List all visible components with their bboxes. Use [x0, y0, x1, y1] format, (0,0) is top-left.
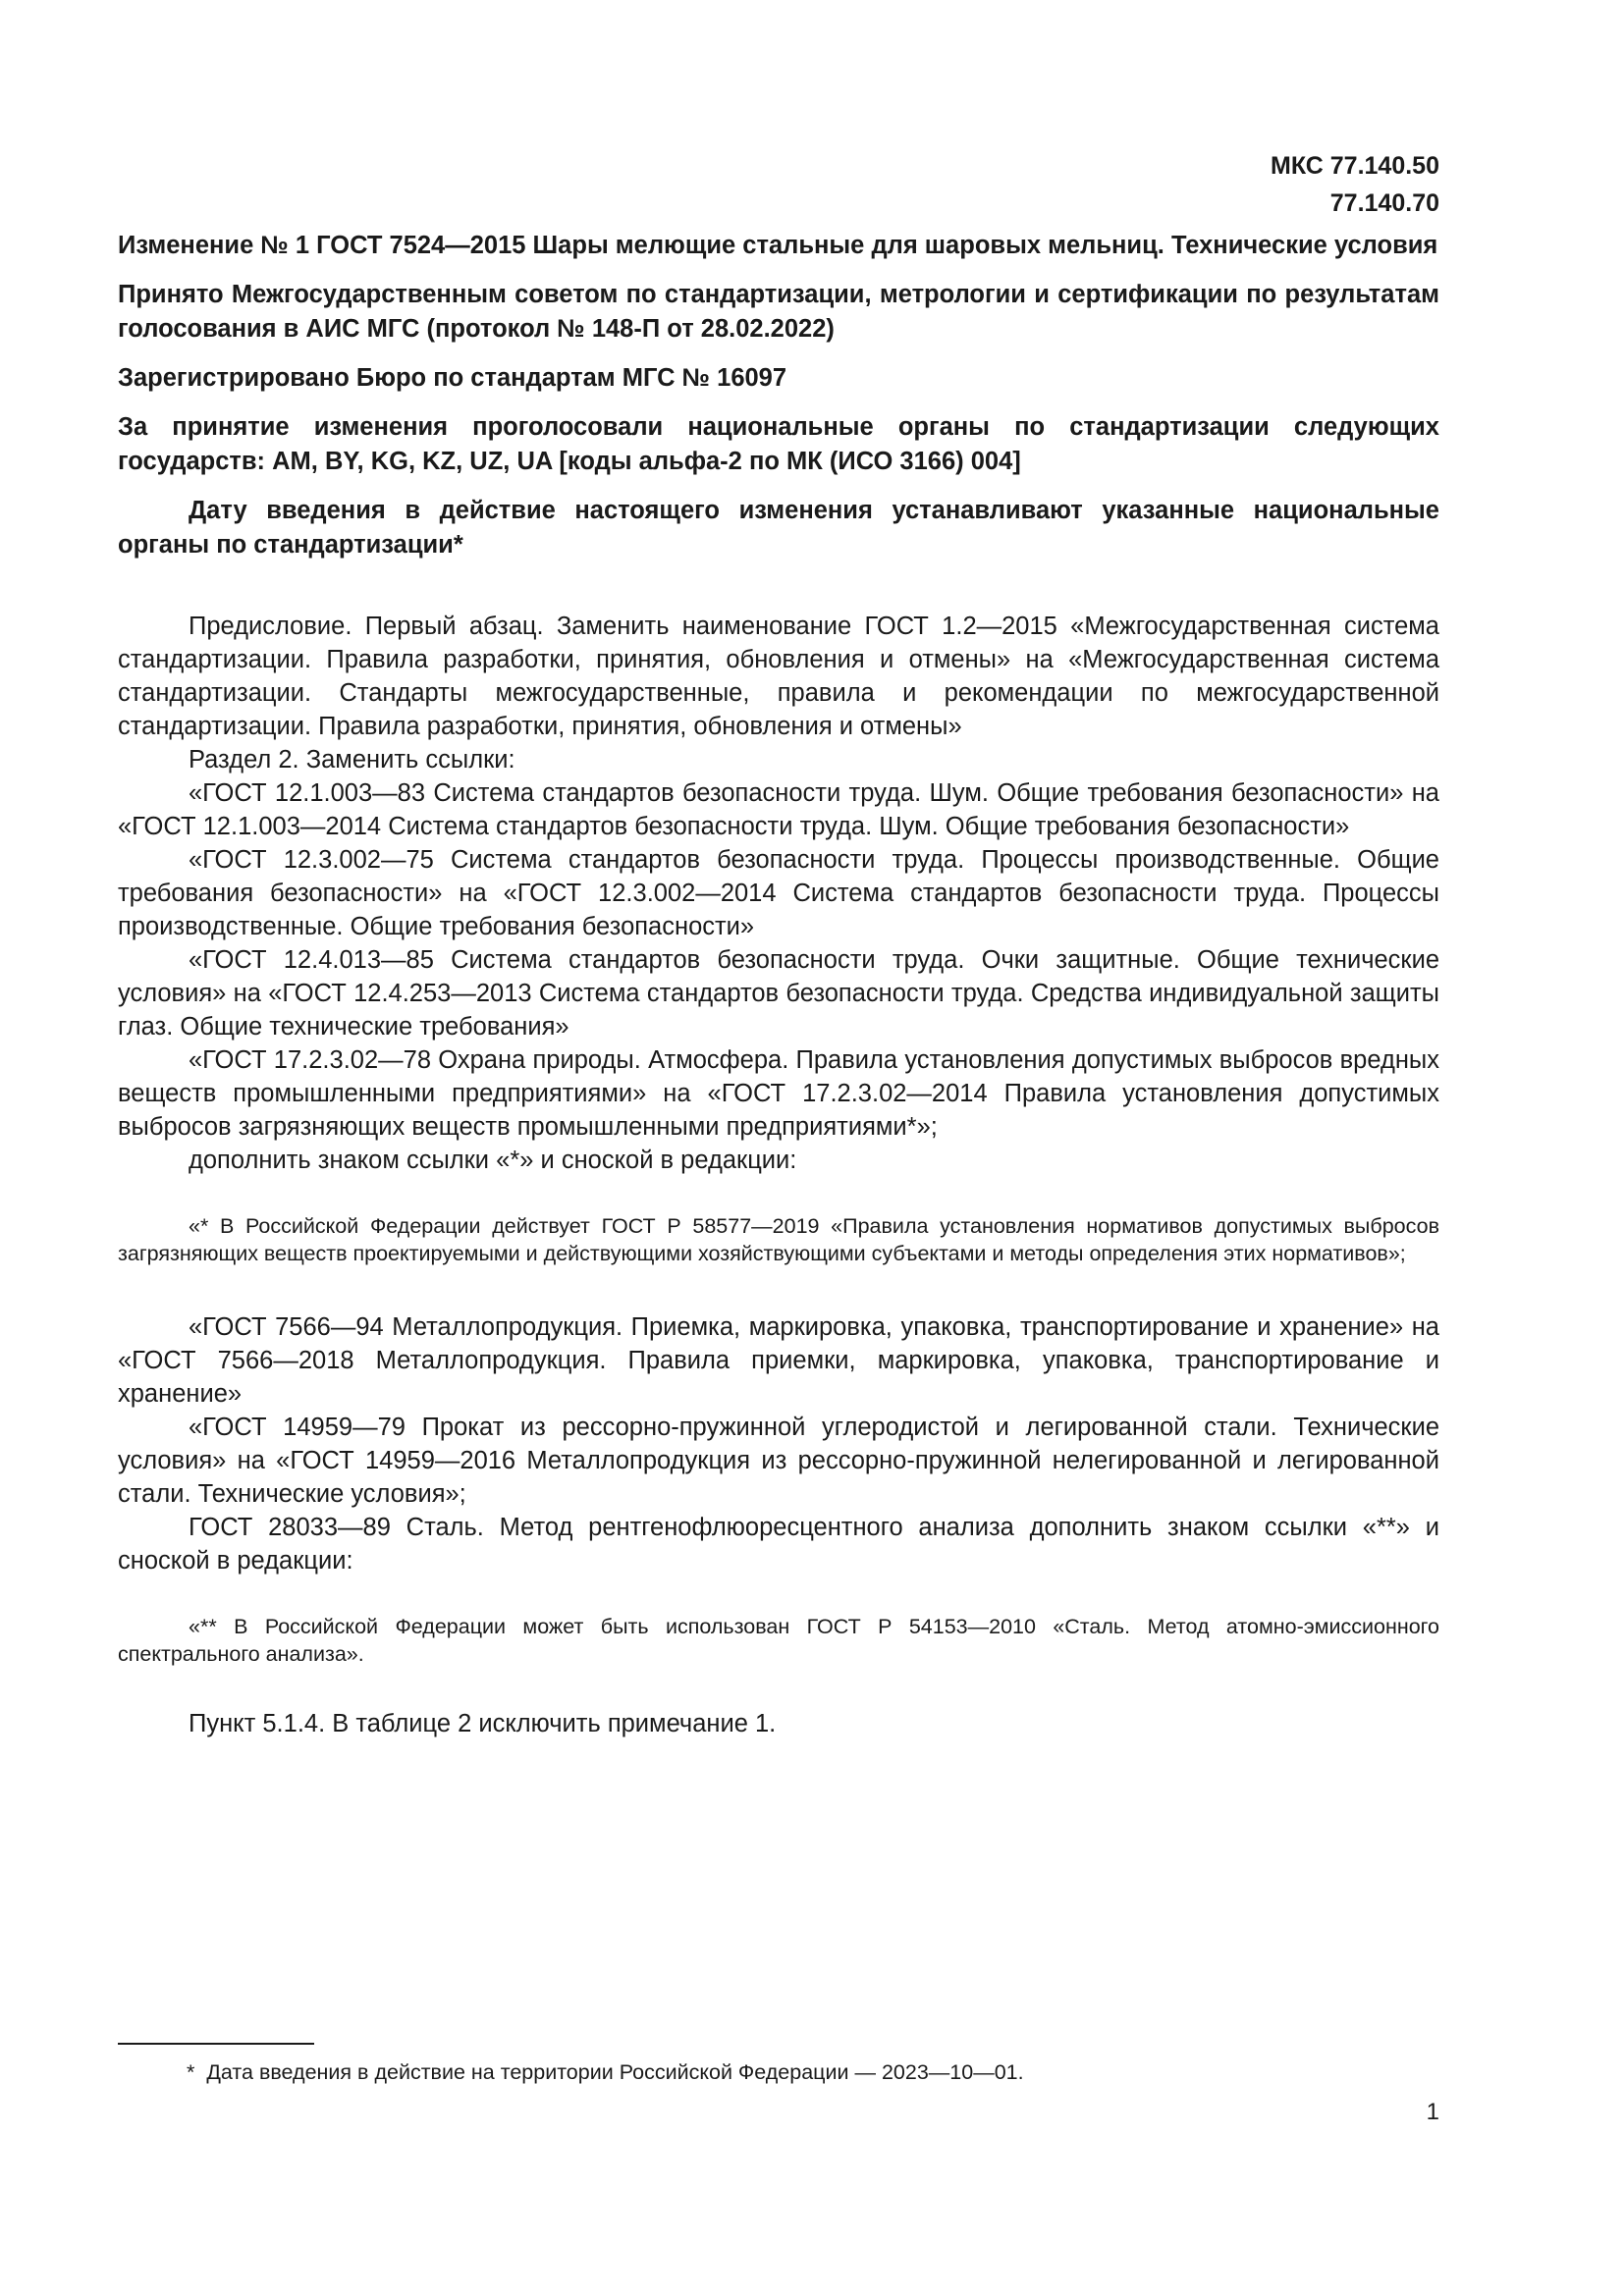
page-footnote — [187, 2058, 1024, 2086]
inserted-footnote-2: «** В Российской Федерации может быть использован ГОСТ Р 54153—2010 «Сталь. Метод атомно-эмиссионного спектрального анализа». — [118, 1615, 1439, 1666]
adoption-statement: Принято Межгосударственным советом по стандартизации, метрологии и сертификации по результатам голосования в АИС МГС (протокол № 148-П от 28.02.2022) — [118, 281, 1439, 343]
paragraph-foreword: Предисловие. Первый абзац. Заменить наименование ГОСТ 1.2—2015 «Межгосударственная система стандартизации. Правила разработки, принятия, обновления и отмены» на «Межгосударственная система стандартизации. Стандарты межгосударственные, правила и рекомендации по межгосударственной стандартизации. Правила разработки, принятия, обновления и отмены» — [118, 613, 1439, 740]
amendment-title: Изменение № 1 ГОСТ 7524—2015 Шары мелющие стальные для шаровых мельниц. Технические условия — [118, 232, 1438, 259]
paragraph-reference: «ГОСТ 12.4.013—85 Система стандартов безопасности труда. Очки защитные. Общие технические условия» на «ГОСТ 12.4.253—2013 Система стандартов безопасности труда. Средства индивидуальной защиты глаз. Общие технические требования» — [118, 946, 1439, 1041]
paragraph-clause-5-1-4: Пункт 5.1.4. В таблице 2 исключить примечание 1. — [189, 1710, 777, 1737]
paragraph-reference: «ГОСТ 12.3.002—75 Система стандартов безопасности труда. Процессы производственные. Общие требования безопасности» на «ГОСТ 12.3.002—2014 Система стандартов безопасности труда. Процессы производственные. Общие требования безопасности» — [118, 846, 1439, 940]
mks-codes — [1271, 147, 1439, 222]
page-number: 1 — [1426, 2099, 1439, 2125]
paragraph-reference: ГОСТ 28033—89 Сталь. Метод рентгенофлюоресцентного анализа дополнить знаком ссылки «**» и сноской в редакции: — [118, 1514, 1439, 1575]
paragraph-section-2: Раздел 2. Заменить ссылки: — [189, 746, 515, 774]
effective-date-statement: Дату введения в действие настоящего изменения устанавливают указанные национальные органы по стандартизации* — [118, 497, 1439, 559]
paragraph-reference: «ГОСТ 12.1.003—83 Система стандартов безопасности труда. Шум. Общие требования безопасности» на «ГОСТ 12.1.003—2014 Система стандартов безопасности труда. Шум. Общие требования безопасности» — [118, 779, 1439, 840]
footnote-divider — [118, 2043, 314, 2045]
paragraph-reference: «ГОСТ 7566—94 Металлопродукция. Приемка, маркировка, упаковка, транспортирование и хранение» на «ГОСТ 7566—2018 Металлопродукция. Правила приемки, маркировка, упаковка, транспортирование и хранение» — [118, 1313, 1439, 1408]
mks-code-1: МКС 77.140.50 — [1271, 152, 1439, 180]
footnote-mark: * — [187, 2060, 195, 2084]
voting-statement: За принятие изменения проголосовали национальные органы по стандартизации следующих государств: AM, BY, KG, KZ, UZ, UA [коды альфа-2 по МК (ИСО 3166) 004] — [118, 413, 1439, 475]
inserted-footnote-1: «* В Российской Федерации действует ГОСТ Р 58577—2019 «Правила установления нормативов допустимых выбросов загрязняющих веществ проектируемыми и действующими хозяйствующими субъектами и методы определения этих нормативов»; — [118, 1214, 1439, 1265]
footnote-text: Дата введения в действие на территории Российской Федерации — 2023—10—01. — [206, 2060, 1024, 2084]
registration-statement: Зарегистрировано Бюро по стандартам МГС № 16097 — [118, 364, 787, 392]
paragraph-reference: «ГОСТ 17.2.3.02—78 Охрана природы. Атмосфера. Правила установления допустимых выбросов вредных веществ промышленными предприятиями» на «ГОСТ 17.2.3.02—2014 Правила установления допустимых выбросов загрязняющих веществ промышленными предприятиями*»; — [118, 1046, 1439, 1141]
mks-code-2: 77.140.70 — [1329, 189, 1439, 217]
paragraph-reference: «ГОСТ 14959—79 Прокат из рессорно-пружинной углеродистой и легированной стали. Технические условия» на «ГОСТ 14959—2016 Металлопродукция из рессорно-пружинной нелегированной и легированной стали. Технические условия»; — [118, 1414, 1439, 1508]
document-content — [118, 229, 1439, 1740]
amendment-body — [118, 610, 1439, 1740]
paragraph-instruction: дополнить знаком ссылки «*» и сноской в редакции: — [189, 1147, 797, 1174]
